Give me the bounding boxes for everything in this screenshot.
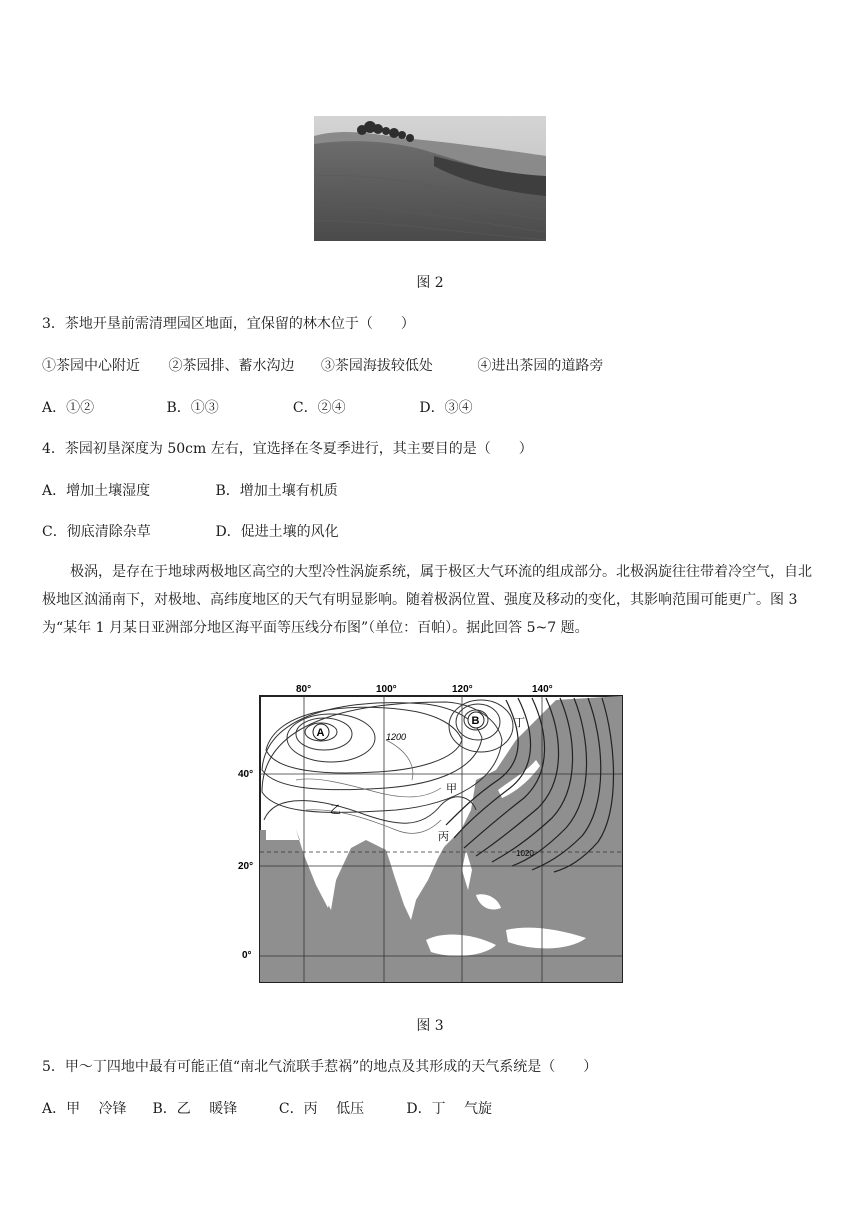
reading-passage: 极涡，是存在于地球两极地区高空的大型冷性涡旋系统，属于极区大气环流的组成部分。北极涡旋往往带着冷空气，自北极地区汹涌南下，对极地、高纬度地区的天气有明显影响。随着极涡位置、强度及移动的变化，其影响范围可能更广。图 3 为“某年 1 月某日亚洲部分地区海平面等压线分布图”（单位：百帕）。据此回答 5~7 题。	[42, 564, 812, 636]
q3-option-c: C．②④	[292, 400, 346, 416]
question-3-options	[42, 397, 473, 417]
lat-label-20: 20°	[238, 861, 254, 872]
question-5-options	[42, 1098, 492, 1118]
q3-item-4: ④进出茶园的道路旁	[477, 358, 604, 374]
q4-option-d: D．促进土壤的风化	[215, 524, 339, 540]
q3-option-d: D．③④	[419, 400, 473, 416]
lon-label-80: 80°	[296, 684, 312, 695]
figure-2-caption: 图 2	[416, 275, 444, 291]
question-5-stem: 5．甲～丁四地中最有可能正值“南北气流联手惹祸”的地点及其形成的天气系统是（ ）	[42, 1059, 598, 1075]
lon-label-100: 100°	[376, 684, 397, 695]
place-bing: 丙	[438, 830, 449, 843]
q4-option-c: C．彻底清除杂草	[42, 524, 151, 540]
place-yi: 乙	[330, 803, 341, 816]
q5-option-b: B．乙 暖锋	[152, 1101, 238, 1117]
tea-garden-photo	[314, 116, 546, 241]
question-3-stem: 3．茶地开垦前需清理园区地面，宜保留的林木位于（ ）	[42, 316, 415, 332]
question-4-stem: 4．茶园初垦深度为 50cm 左右，宜选择在冬夏季进行，其主要目的是（ ）	[42, 441, 533, 457]
question-3-items	[42, 355, 603, 375]
high-center-b: B	[471, 715, 480, 727]
lat-label-0: 0°	[242, 950, 252, 961]
high-center-a: A	[316, 727, 325, 739]
q3-item-3: ③茶园海拔较低处	[320, 358, 433, 374]
q5-option-d: D．丁 气旋	[406, 1101, 493, 1117]
place-ding: 丁	[514, 716, 525, 729]
lat-label-40: 40°	[238, 769, 254, 780]
place-jia: 甲	[446, 782, 457, 795]
q3-option-b: B．①③	[166, 400, 219, 416]
isobar-map	[236, 680, 626, 985]
q4-option-b: B．增加土壤有机质	[215, 483, 338, 499]
question-4-options-row1	[42, 480, 338, 500]
figure-3-caption: 图 3	[416, 1018, 444, 1034]
q4-option-a: A．增加土壤湿度	[42, 483, 151, 499]
q3-option-a: A．①②	[42, 400, 95, 416]
lon-label-120: 120°	[452, 684, 473, 695]
q3-item-1: ①茶园中心附近	[42, 358, 140, 374]
question-4-options-row2	[42, 521, 339, 541]
isobar-label-1200: 1200	[386, 732, 407, 742]
q5-option-c: C．丙 低压	[278, 1101, 365, 1117]
q3-item-2: ②茶园排、蓄水沟边	[168, 358, 295, 374]
q5-option-a: A．甲 冷锋	[42, 1101, 127, 1117]
lon-label-140: 140°	[532, 684, 553, 695]
isobar-label-1020: 1020	[516, 849, 534, 858]
